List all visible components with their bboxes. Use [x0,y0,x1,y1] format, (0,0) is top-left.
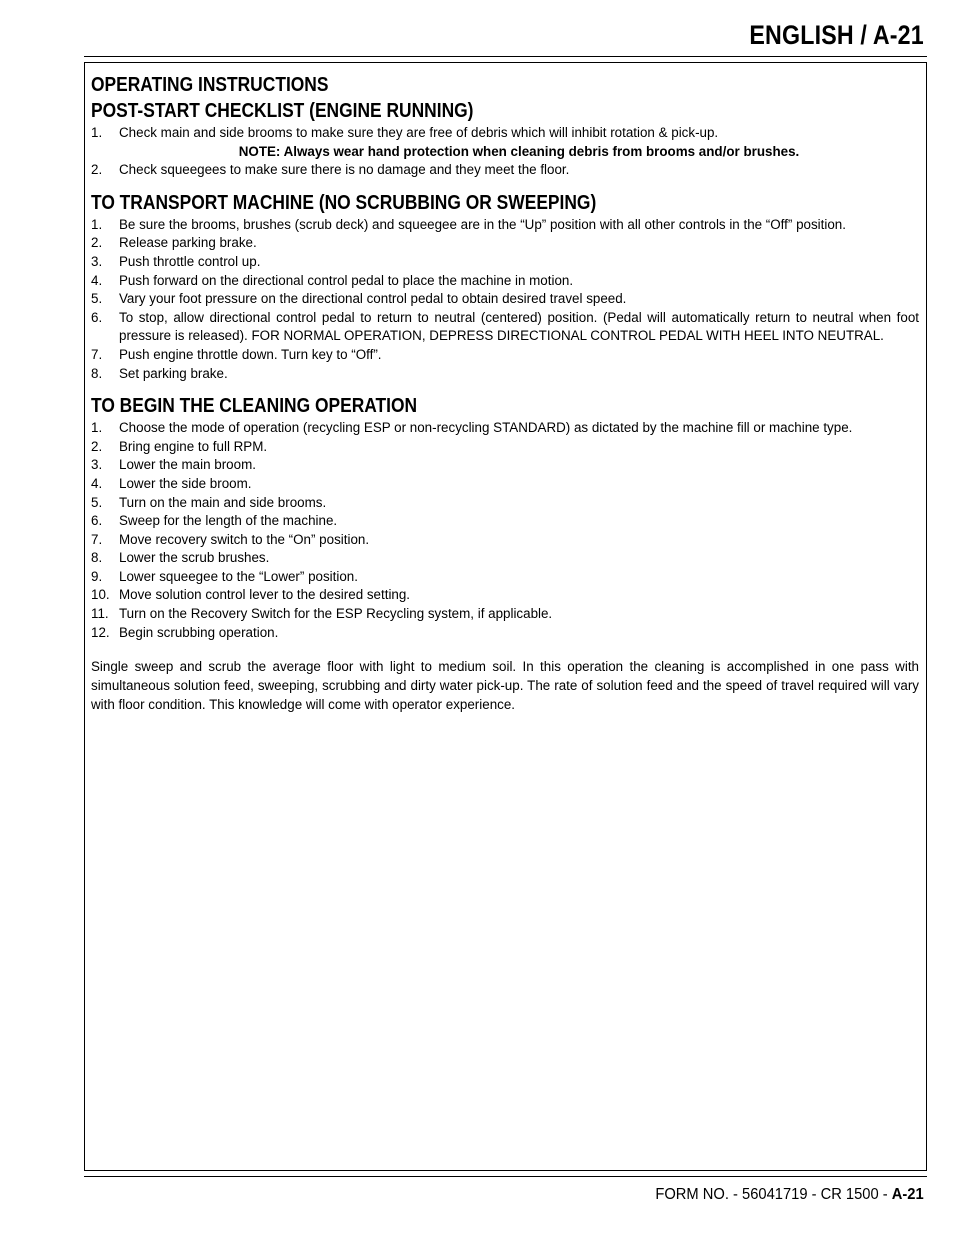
list-item-text: Release parking brake. [119,235,257,251]
section-transport-machine [91,190,919,383]
list-item [91,568,919,587]
list-item-number: 7. [91,346,103,362]
header-rule [84,56,927,57]
list-item-number: 2. [91,235,103,251]
list-item [91,549,919,568]
list-item-number: 4. [91,475,103,491]
list-item-text: Push forward on the directional control pedal to place the machine in motion. [119,272,574,288]
list-item-text: To stop, allow directional control pedal to return to neutral (centered) position. (Pedal will automatically return to neutral when foot pressure is released). FOR NORMAL OPERATION, DEPRESS DIRECTIONAL CONTROL PEDAL WITH HEEL INTO NEUTRAL. [119,309,919,344]
list-item-text: Choose the mode of operation (recycling ESP or non-recycling STANDARD) as dictated by the machine fill or machine type. [119,420,853,436]
page-title: ENGLISH / A-21 [749,20,924,50]
list-item-number: 1. [91,125,103,140]
list-item-text: Be sure the brooms, brushes (scrub deck) and squeegee are in the “Up” position with all other controls in the “Off” position. [119,216,846,232]
list-item-text: Lower the scrub brushes. [119,550,270,566]
list-item [91,438,919,457]
list-item [91,456,919,475]
list-item-text: Push throttle control up. [119,253,261,269]
section-heading-operating-instructions: OPERATING INSTRUCTIONS [91,74,329,96]
section-post-start-checklist [91,72,919,180]
list-item-number: 12. [91,624,110,640]
section-cleaning-operation [91,393,919,714]
page-footer [656,1186,924,1204]
list-item [91,253,919,272]
footer-rule [84,1176,927,1177]
list-item-text: Turn on the main and side brooms. [119,494,327,510]
list-item-number: 5. [91,494,103,510]
list-item-number: 6. [91,513,103,529]
list-item-number: 9. [91,568,103,584]
section-heading-post-start-checklist: POST-START CHECKLIST (ENGINE RUNNING) [91,100,474,122]
list-item-text: Move recovery switch to the “On” position. [119,531,370,547]
list-item-text: Check squeegees to make sure there is no damage and they meet the floor. [119,162,570,178]
list-item-number: 3. [91,457,103,473]
list-item-number: 7. [91,531,103,547]
list-item [91,419,919,438]
list-item [91,272,919,291]
list-item-text: Lower the side broom. [119,475,252,491]
list-item-text: Set parking brake. [119,365,228,381]
list-item [91,290,919,309]
list-item [91,475,919,494]
list-item [91,161,919,180]
list-item [91,216,919,235]
list-item [91,586,919,605]
list-item [91,494,919,513]
content-box [84,62,927,1171]
list-item-text: Bring engine to full RPM. [119,438,268,454]
list-item-number: 6. [91,309,103,325]
footer-page-label: A-21 [892,1186,924,1203]
list-item [91,605,919,624]
list-item [91,346,919,365]
cleaning-steps-list [91,419,919,642]
list-item-text: Lower squeegee to the “Lower” position. [119,568,358,584]
list-item-text: Check main and side brooms to make sure they are free of debris which will inhibit rotation & pick-up. [119,125,719,140]
list-item-text: Begin scrubbing operation. [119,624,279,640]
list-item-number: 11. [91,606,109,622]
list-item [91,124,919,143]
post-start-checklist-list [91,124,919,180]
footer-form-number: FORM NO. - 56041719 - CR 1500 - [655,1186,893,1203]
list-item-text: Push engine throttle down. Turn key to “Off”. [119,346,382,362]
list-item-number: 8. [91,365,103,381]
list-item [91,234,919,253]
list-item-text: Turn on the Recovery Switch for the ESP Recycling system, if applicable. [119,606,553,622]
list-item [91,531,919,550]
transport-steps-list [91,216,919,383]
list-item [91,512,919,531]
list-item-text: Sweep for the length of the machine. [119,513,338,529]
list-item-text: Move solution control lever to the desired setting. [119,587,411,603]
list-item-number: 5. [91,291,103,307]
list-item-number: 4. [91,272,103,288]
list-item-number: 8. [91,550,103,566]
list-item-text: Lower the main broom. [119,457,256,473]
list-item-number: 3. [91,253,103,269]
list-item-number: 1. [91,420,103,436]
hand-protection-note: NOTE: Always wear hand protection when cleaning debris from brooms and/or brushes. [238,143,800,159]
list-item-number: 1. [91,216,103,232]
list-item [91,624,919,643]
list-item [91,365,919,384]
list-item-number: 2. [91,162,103,178]
list-item [91,309,919,346]
list-item-number: 2. [91,438,103,454]
section-heading-cleaning-operation: TO BEGIN THE CLEANING OPERATION [91,395,418,418]
cleaning-description-paragraph: Single sweep and scrub the average floor with light to medium soil. In this operation the cleaning is accomplished in one pass with simultaneous solution feed, sweeping, scrubbing and dirty water pick-up. The rate of solution feed and the speed of travel required will vary with floor condition. This knowledge will come with operator experience. [91,659,919,713]
list-item-text: Vary your foot pressure on the directional control pedal to obtain desired travel speed. [119,291,627,307]
section-heading-transport-machine: TO TRANSPORT MACHINE (NO SCRUBBING OR SWEEPING) [91,191,597,214]
list-item-number: 10. [91,587,110,603]
